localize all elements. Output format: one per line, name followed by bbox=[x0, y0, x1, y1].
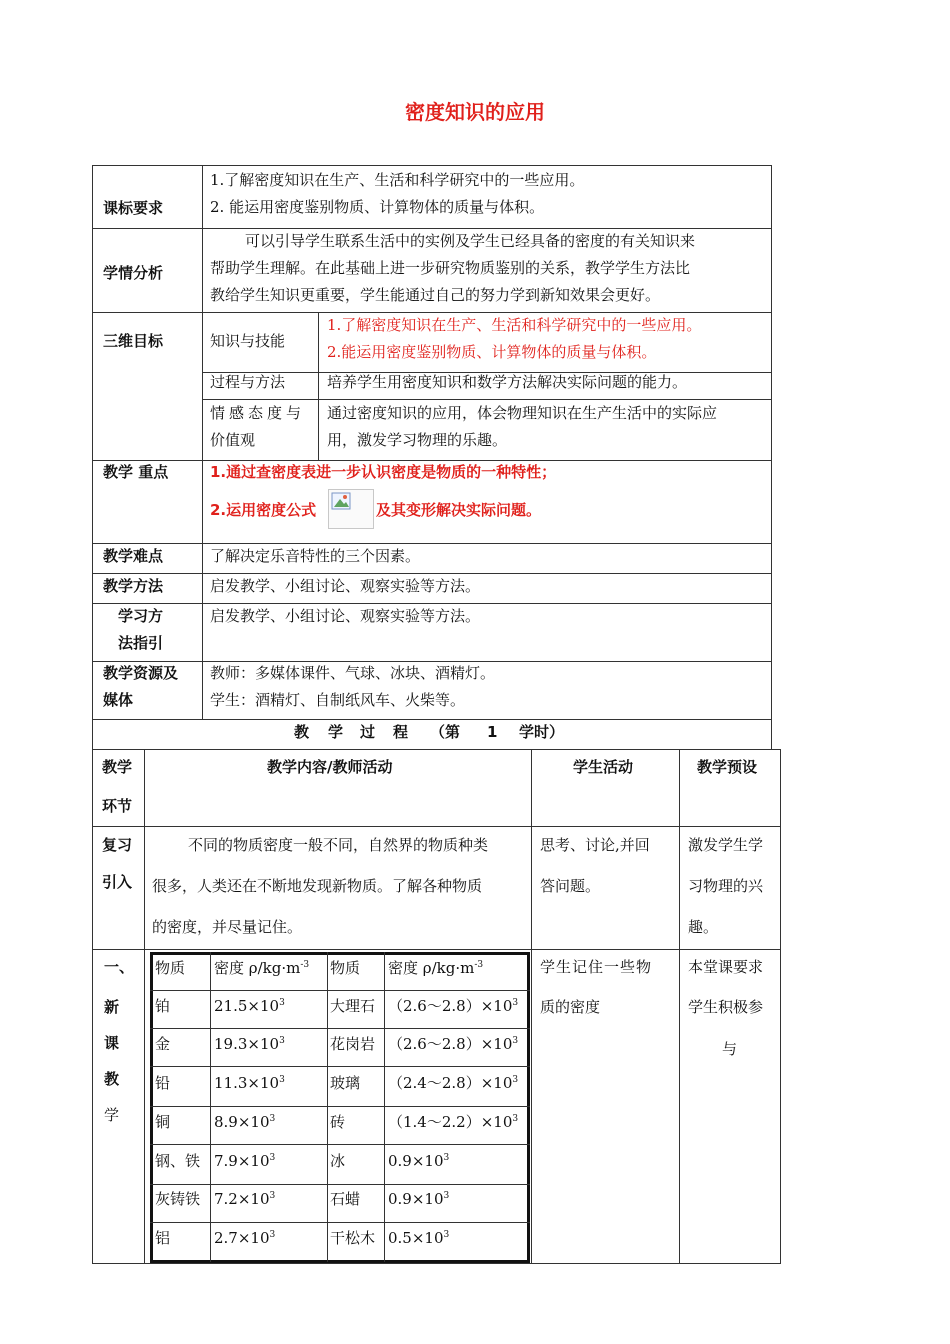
goal-label-emotion-1: 情感态度与 bbox=[210, 404, 306, 422]
density-table-border bbox=[150, 1222, 530, 1223]
density-cell: $(2.6\sim 2.8)\times 10^3$ bbox=[388, 997, 519, 1015]
new-lesson-student-line-2: 质的密度 bbox=[540, 998, 601, 1016]
table-border bbox=[92, 603, 772, 604]
density-table-border bbox=[150, 990, 530, 991]
density-cell: $7.9\times 10^3$ bbox=[214, 1152, 276, 1170]
table-border bbox=[92, 228, 772, 229]
density-cell: 铂 bbox=[155, 997, 171, 1015]
density-table-border bbox=[150, 1184, 530, 1185]
goal-knowledge-line-1: 1.了解密度知识在生产、生活和科学研究中的一些应用。 bbox=[327, 316, 702, 334]
resources-teacher: 教师：多媒体课件、气球、冰块、酒精灯。 bbox=[210, 664, 496, 682]
table-border bbox=[92, 460, 772, 461]
density-table-border bbox=[527, 952, 530, 1263]
review-label-2: 引入 bbox=[102, 873, 133, 891]
density-cell: 大理石 bbox=[330, 997, 376, 1015]
review-preset-line-3: 趣。 bbox=[688, 918, 719, 936]
review-preset-line-2: 习物理的兴 bbox=[688, 877, 764, 895]
goal-label-process: 过程与方法 bbox=[210, 373, 286, 391]
density-cell: 金 bbox=[155, 1035, 171, 1053]
density-cell: $0.9\times 10^3$ bbox=[388, 1190, 450, 1208]
formula-image bbox=[328, 489, 374, 529]
density-table-border bbox=[150, 1106, 530, 1107]
density-cell: 玻璃 bbox=[330, 1074, 361, 1092]
review-content-line-2: 很多，人类还在不断地发现新物质。了解各种物质 bbox=[152, 877, 483, 895]
header-stage-1: 教学 bbox=[102, 758, 133, 776]
density-header-density-1: 密度 $\rho/kg\cdot m^{-3}$ bbox=[214, 959, 310, 977]
process-title-4: 程 bbox=[393, 723, 409, 741]
new-lesson-preset-line-2: 学生积极参 bbox=[688, 998, 764, 1016]
header-content: 教学内容/教师活动 bbox=[267, 758, 393, 776]
review-preset-line-1: 激发学生学 bbox=[688, 836, 764, 854]
row-label-standards: 课标要求 bbox=[103, 199, 164, 217]
process-title-3: 过 bbox=[360, 723, 376, 741]
density-cell: 干松木 bbox=[330, 1229, 376, 1247]
goal-knowledge-line-2: 2.能运用密度鉴别物质、计算物体的质量与体积。 bbox=[327, 343, 657, 361]
table-border bbox=[92, 949, 781, 950]
process-title-1: 教 bbox=[294, 723, 310, 741]
new-lesson-preset-line-3: 与 bbox=[722, 1040, 738, 1058]
new-lesson-preset-line-1: 本堂课要求 bbox=[688, 958, 764, 976]
density-cell: 冰 bbox=[330, 1152, 346, 1170]
new-lesson-label-5: 学 bbox=[104, 1106, 120, 1124]
row-label-teaching-method: 教学方法 bbox=[103, 577, 164, 595]
row-label-student-analysis: 学情分析 bbox=[103, 264, 164, 282]
table-border bbox=[202, 165, 203, 719]
student-analysis-line-3: 教给学生知识更重要，学生能通过自己的努力学到新知效果会更好。 bbox=[210, 286, 661, 304]
key-point-2-part-1: 2.运用密度公式 bbox=[210, 501, 317, 519]
density-table-border bbox=[210, 952, 211, 1262]
density-cell: $19.3\times 10^3$ bbox=[214, 1035, 285, 1053]
density-table-border bbox=[150, 1066, 530, 1067]
new-lesson-student-line-1: 学生记住一些物 bbox=[540, 958, 653, 976]
row-label-resources-1: 教学资源及 bbox=[103, 664, 179, 682]
table-border bbox=[92, 165, 93, 1264]
goal-emotion-line-1: 通过密度知识的应用，体会物理知识在生产生活中的实际应 bbox=[327, 404, 718, 422]
density-cell: $21.5\times 10^3$ bbox=[214, 997, 285, 1015]
density-cell: $11.3\times 10^3$ bbox=[214, 1074, 285, 1092]
review-content-line-3: 的密度，并尽量记住。 bbox=[152, 918, 303, 936]
density-cell: 砖 bbox=[330, 1113, 346, 1131]
learning-guide-text: 启发教学、小组讨论、观察实验等方法。 bbox=[210, 607, 481, 625]
density-table-border bbox=[150, 952, 153, 1263]
new-lesson-label-3: 课 bbox=[104, 1034, 120, 1052]
density-table-border bbox=[150, 952, 530, 955]
resources-student: 学生：酒精灯、自制纸风车、火柴等。 bbox=[210, 691, 466, 709]
standards-line-2: 2. 能运用密度鉴别物质、计算物体的质量与体积。 bbox=[210, 198, 545, 216]
goal-label-knowledge: 知识与技能 bbox=[210, 332, 286, 350]
new-lesson-label-2: 新 bbox=[104, 998, 120, 1016]
table-border bbox=[92, 573, 772, 574]
density-cell: $2.7\times 10^3$ bbox=[214, 1229, 276, 1247]
table-border bbox=[92, 312, 772, 313]
density-cell: $0.5\times 10^3$ bbox=[388, 1229, 450, 1247]
table-border bbox=[92, 826, 781, 827]
table-border bbox=[92, 543, 772, 544]
density-cell: $(2.4\sim 2.8)\times 10^3$ bbox=[388, 1074, 519, 1092]
density-cell: $(2.6\sim 2.8)\times 10^3$ bbox=[388, 1035, 519, 1053]
goal-process-text: 培养学生用密度知识和数学方法解决实际问题的能力。 bbox=[327, 373, 688, 391]
density-table-border bbox=[150, 1260, 530, 1263]
goal-label-emotion-2: 价值观 bbox=[210, 431, 256, 449]
review-student-line-2: 答问题。 bbox=[540, 877, 601, 895]
density-cell: 灰铸铁 bbox=[155, 1190, 201, 1208]
row-label-key-points: 教学 重点 bbox=[103, 463, 169, 481]
key-point-2-part-2: 及其变形解决实际问题。 bbox=[376, 501, 542, 519]
row-label-resources-2: 媒体 bbox=[103, 691, 134, 709]
density-cell: 铝 bbox=[155, 1229, 171, 1247]
density-cell: $0.9\times 10^3$ bbox=[388, 1152, 450, 1170]
row-label-learning-guide-1: 学习方 bbox=[118, 607, 164, 625]
review-student-line-1: 思考、讨论,并回 bbox=[540, 836, 650, 854]
density-cell: 铜 bbox=[155, 1113, 171, 1131]
table-border bbox=[92, 719, 772, 720]
table-border bbox=[92, 1263, 781, 1264]
table-border bbox=[202, 399, 772, 400]
density-header-substance-1: 物质 bbox=[155, 959, 186, 977]
density-cell: 铅 bbox=[155, 1074, 171, 1092]
table-border bbox=[318, 312, 319, 460]
page-title: 密度知识的应用 bbox=[405, 100, 545, 124]
row-label-three-dim-goals: 三维目标 bbox=[103, 332, 164, 350]
density-cell: 花岗岩 bbox=[330, 1035, 376, 1053]
table-border bbox=[92, 661, 772, 662]
table-border bbox=[92, 749, 781, 750]
difficulty-text: 了解决定乐音特性的三个因素。 bbox=[210, 547, 421, 565]
density-cell: 石蜡 bbox=[330, 1190, 361, 1208]
review-content-line-1: 不同的物质密度一般不同，自然界的物质种类 bbox=[188, 836, 489, 854]
process-title-7: 学时） bbox=[519, 723, 565, 741]
table-border bbox=[92, 165, 772, 166]
density-cell: 钢、铁 bbox=[155, 1152, 201, 1170]
header-preset: 教学预设 bbox=[697, 758, 758, 776]
process-title-6: 1 bbox=[487, 723, 498, 741]
student-analysis-line-1: 可以引导学生联系生活中的实例及学生已经具备的密度的有关知识来 bbox=[245, 232, 696, 250]
density-header-substance-2: 物质 bbox=[330, 959, 361, 977]
teaching-method-text: 启发教学、小组讨论、观察实验等方法。 bbox=[210, 577, 481, 595]
density-cell: $8.9\times 10^3$ bbox=[214, 1113, 276, 1131]
density-table-border bbox=[150, 1028, 530, 1029]
standards-line-1: 1.了解密度知识在生产、生活和科学研究中的一些应用。 bbox=[210, 171, 585, 189]
density-cell: $7.2\times 10^3$ bbox=[214, 1190, 276, 1208]
broken-image-icon bbox=[331, 492, 351, 510]
row-label-difficulty: 教学难点 bbox=[103, 547, 164, 565]
student-analysis-line-2: 帮助学生理解。在此基础上进一步研究物质鉴别的关系，教学学生方法比 bbox=[210, 259, 691, 277]
new-lesson-label-4: 教 bbox=[104, 1070, 120, 1088]
density-table-border bbox=[327, 952, 328, 1262]
process-title-2: 学 bbox=[328, 723, 344, 741]
new-lesson-label-1: 一、 bbox=[104, 958, 135, 976]
density-header-density-2: 密度 $\rho/kg\cdot m^{-3}$ bbox=[388, 959, 484, 977]
header-student-activity: 学生活动 bbox=[573, 758, 634, 776]
density-table-border bbox=[384, 952, 385, 1262]
density-table-border bbox=[150, 1144, 530, 1145]
goal-emotion-line-2: 用，激发学习物理的乐趣。 bbox=[327, 431, 508, 449]
key-point-1: 1.通过查密度表进一步认识密度是物质的一种特性； bbox=[210, 463, 557, 481]
row-label-learning-guide-2: 法指引 bbox=[118, 634, 164, 652]
density-cell: $(1.4\sim 2.2)\times 10^3$ bbox=[388, 1113, 519, 1131]
header-stage-2: 环节 bbox=[102, 797, 133, 815]
process-title-5: （第 bbox=[430, 723, 461, 741]
review-label-1: 复习 bbox=[102, 836, 133, 854]
